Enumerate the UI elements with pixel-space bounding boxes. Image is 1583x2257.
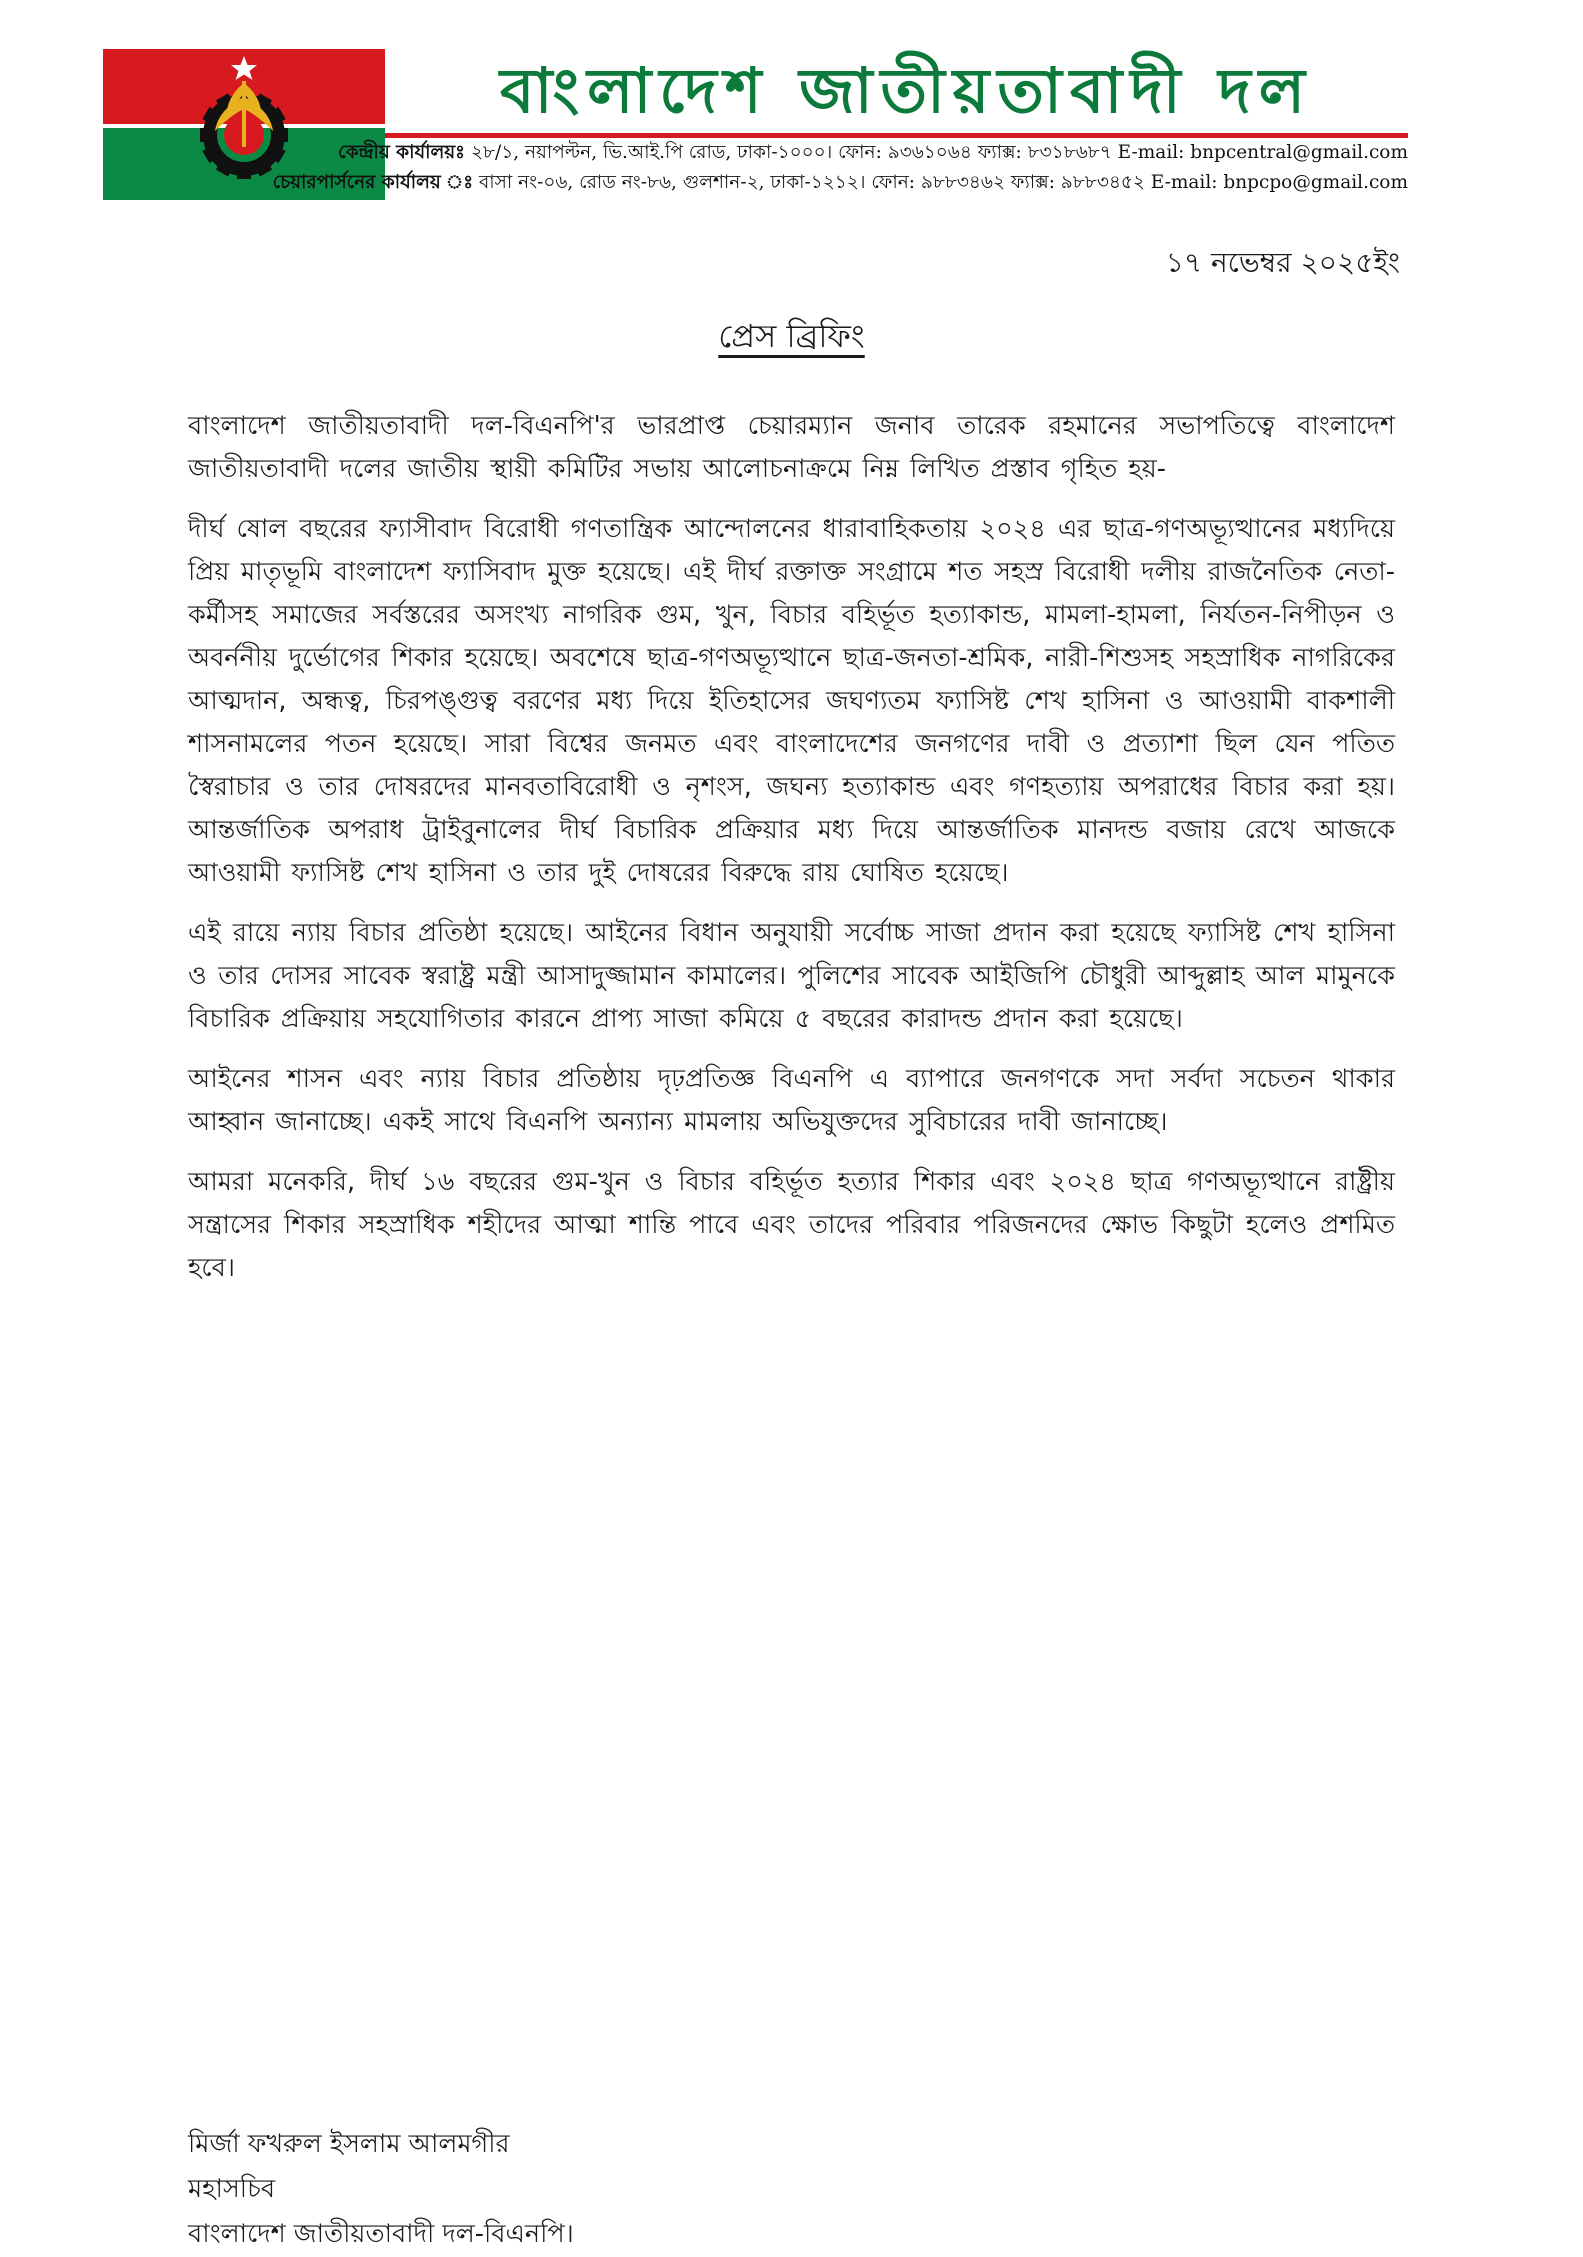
paragraph-resolution-intro: বাংলাদেশ জাতীয়তাবাদী দল-বিএনপি'র ভারপ্রাপ্ত চেয়ারম্যান জনাব তারেক রহমানের সভাপতিত্বে বাংলাদেশ জাতীয়তাবাদী দলের জাতীয় স্থায়ী কমিটির সভায় আলোচনাক্রমে নিম্ন লিখিত প্রস্তাব গৃহিত হয়- <box>188 411 1395 484</box>
signatory-designation: মহাসচিব <box>188 2174 276 2204</box>
header-red-rule <box>385 133 1408 138</box>
letterhead <box>103 49 1408 200</box>
signature-block <box>188 2122 574 2257</box>
central-office-details: ২৮/১, নয়াপল্টন, ভি.আই.পি রোড, ঢাকা-১০০০। ফোন: ৯৩৬১০৬৪ ফ্যাক্স: ৮৩১৮৬৮৭ E-mail: bnpcentral@gmail.com <box>470 142 1408 163</box>
party-name: বাংলাদেশ জাতীয়তাবাদী দল <box>500 54 1313 127</box>
chairperson-office-label: চেয়ারপার্সনের কার্যালয় ঃ <box>272 172 474 193</box>
central-office-address <box>338 139 1408 167</box>
paragraph-background: দীর্ঘ ষোল বছরের ফ্যাসীবাদ বিরোধী গণতান্ত্রিক আন্দোলনের ধারাবাহিকতায় ২০২৪ এর ছাত্র-গণঅভ্যূত্থানের মধ্যদিয়ে প্রিয় মাতৃভূমি বাংলাদেশ ফ্যাসিবাদ মুক্ত হয়েছে। এই দীর্ঘ রক্তাক্ত সংগ্রামে শত সহস্র বিরোধী দলীয় রাজনৈতিক নেতা-কর্মীসহ সমাজের সর্বস্তরের অসংখ্য নাগরিক গুম, খুন, বিচার বহির্ভূত হত্যাকান্ড, মামলা-হামলা, নির্যতন-নিপীড়ন ও অবর্ননীয় দুর্ভোগের শিকার হয়েছে। অবশেষে ছাত্র-গণঅভ্যূত্থানে ছাত্র-জনতা-শ্রমিক, নারী-শিশুসহ সহস্রাধিক নাগরিকের আত্মদান, অন্ধত্ব, চিরপঙ্গুত্ব বরণের মধ্য দিয়ে ইতিহাসের জঘণ্যতম ফ্যাসিষ্ট শেখ হাসিনা ও আওয়ামী বাকশালী শাসনামলের পতন হয়েছে। সারা বিশ্বের জনমত এবং বাংলাদেশের জনগণের দাবী ও প্রত্যাশা ছিল যেন পতিত স্বৈরাচার ও তার দোষরদের মানবতাবিরোধী ও নৃশংস, জঘন্য হত্যাকান্ড এবং গণহত্যায় অপরাধের বিচার করা হয়। আন্তর্জাতিক অপরাধ ট্রাইবুনালের দীর্ঘ বিচারিক প্রক্রিয়ার মধ্য দিয়ে আন্তর্জাতিক মানদন্ড বজায় রেখে আজকে আওয়ামী ফ্যাসিষ্ট শেখ হাসিনা ও তার দুই দোষরের বিরুদ্ধে রায় ঘোষিত হয়েছে। <box>188 514 1395 888</box>
paragraph-conclusion: আমরা মনেকরি, দীর্ঘ ১৬ বছরের গুম-খুন ও বিচার বহির্ভূত হত্যার শিকার এবং ২০২৪ ছাত্র গণঅভ্যূত্থানে রাষ্ট্রীয় সন্ত্রাসের শিকার সহস্রাধিক শহীদের আত্মা শান্তি পাবে এবং তাদের পরিবার পরিজনদের ক্ষোভ কিছুটা হলেও প্রশমিত হবে। <box>188 1167 1395 1283</box>
central-office-label: কেন্দ্রীয় কার্যালয়ঃ <box>338 142 466 163</box>
paragraph-call-to-public: আইনের শাসন এবং ন্যায় বিচার প্রতিষ্ঠায় দৃঢ়প্রতিজ্ঞ বিএনপি এ ব্যাপারে জনগণকে সদা সর্বদা সচেতন থাকার আহ্বান জানাচ্ছে। একই সাথে বিএনপি অন্যান্য মামলায় অভিযুক্তদের সুবিচারের দাবী জানাচ্ছে। <box>188 1064 1395 1137</box>
document-title: প্রেস ব্রিফিং <box>718 317 865 355</box>
signatory-name: মির্জা ফখরুল ইসলাম আলমগীর <box>188 2129 510 2159</box>
paragraph-verdict: এই রায়ে ন্যায় বিচার প্রতিষ্ঠা হয়েছে। আইনের বিধান অনুযায়ী সর্বোচ্চ সাজা প্রদান করা হয়েছে ফ্যাসিষ্ট শেখ হাসিনা ও তার দোসর সাবেক স্বরাষ্ট্র মন্ত্রী আসাদুজ্জামান কামালের। পুলিশের সাবেক আইজিপি চৌধুরী আব্দুল্লাহ আল মামুনকে বিচারিক প্রক্রিয়ায় সহযোগিতার কারনে প্রাপ্য সাজা কমিয়ে ৫ বছরের কারাদন্ড প্রদান করা হয়েছে। <box>188 918 1395 1034</box>
chairperson-office-details: বাসা নং-০৬, রোড নং-৮৬, গুলশান-২, ঢাকা-১২১২। ফোন: ৯৮৮৩৪৬২ ফ্যাক্স: ৯৮৮৩৪৫২ E-mail: bnpcpo@gmail.com <box>478 172 1408 193</box>
document-body <box>188 405 1395 1307</box>
chairperson-office-address <box>273 169 1408 197</box>
document-date: ১৭ নভেম্বর ২০২৫ইং <box>1165 246 1400 279</box>
signatory-organization: বাংলাদেশ জাতীয়তাবাদী দল-বিএনপি। <box>188 2219 574 2249</box>
